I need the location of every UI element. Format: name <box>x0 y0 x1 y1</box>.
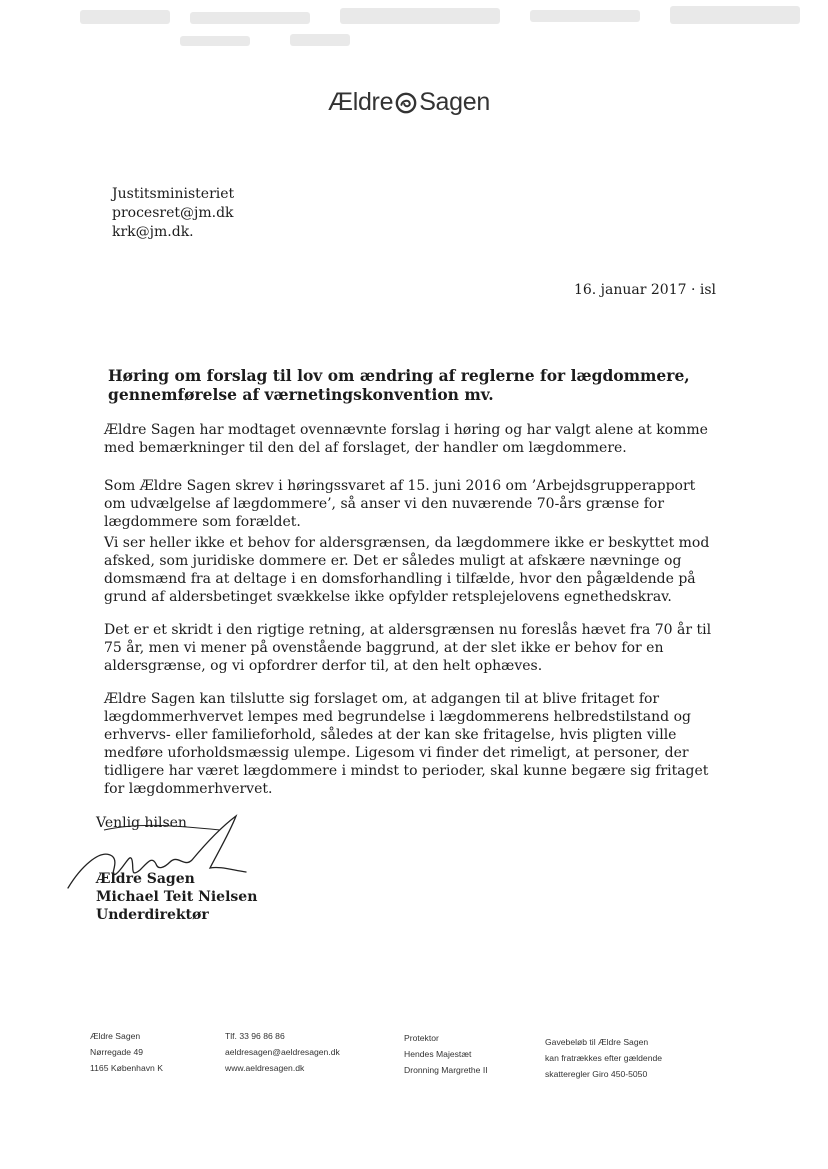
sender-name: Michael Teit Nielsen <box>96 889 258 905</box>
logo-name-right: Sagen <box>419 88 490 116</box>
closing-greeting: Venlig hilsen <box>96 815 187 831</box>
recipient-address <box>112 185 234 242</box>
sender-title: Underdirektør <box>96 907 209 923</box>
footer-donation <box>545 1034 662 1082</box>
body-paragraph: Ældre Sagen har modtaget ovennævnte forslag i høring og har valgt alene at komme med bemærkninger til den del af forslaget, der handler om lægdommere. <box>104 422 708 456</box>
letter-date: 16. januar 2017 · isl <box>573 282 716 298</box>
footer-line: aeldresagen@aeldresagen.dk <box>225 1047 340 1057</box>
organization-logo <box>328 88 490 117</box>
body-paragraph: Vi ser heller ikke et behov for aldersgrænsen, da lægdommere ikke er beskyttet mod afsked, som juridiske dommere er. Det er således muligt at afskære nævninge og domsmænd fra at deltage i en domsforhandling i tilfælde, hvor den pågældende på grund af aldersbetinget svækkelse ikke opfylder retsplejelovens egnethedskrav. <box>104 535 710 605</box>
body-paragraph: Som Ældre Sagen skrev i høringssvaret af 15. juni 2016 om ’Arbejdsgrupperapport om udvælgelse af lægdommere’, så anser vi den nuværende 70-års grænse for lægdommere som forældet. <box>104 478 696 530</box>
recipient-line: Justitsministeriet <box>112 186 235 202</box>
footer-line: Ældre Sagen <box>90 1031 141 1041</box>
recipient-email: krk@jm.dk. <box>112 224 194 240</box>
footer-address <box>90 1028 163 1076</box>
footer-protector <box>404 1030 488 1078</box>
footer-line: Gavebeløb til Ældre Sagen <box>545 1037 649 1047</box>
footer-line: Protektor <box>404 1033 439 1043</box>
body-paragraph: Det er et skridt i den rigtige retning, at aldersgrænsen nu foreslås hævet fra 70 år til 75 år, men vi mener på ovenstående baggrund, at der slet ikke er behov for en aldersgrænse, og vi opfordrer derfor til, at den helt ophæves. <box>104 622 712 674</box>
footer-line: skatteregler Giro 450-5050 <box>545 1069 648 1079</box>
aeldre-sagen-swirl-icon <box>395 92 417 114</box>
footer-line: Dronning Margrethe II <box>404 1065 488 1075</box>
footer-line: kan fratrækkes efter gældende <box>545 1053 663 1063</box>
letter-subject: Høring om forslag til lov om ændring af reglerne for lægdommere, gennemførelse af værnetingskonvention mv. <box>108 366 690 404</box>
scan-smudge <box>60 0 820 60</box>
letter-closing <box>96 814 257 924</box>
logo-name-left: Ældre <box>328 88 394 116</box>
recipient-email: procesret@jm.dk <box>112 205 234 221</box>
footer-line: Hendes Majestæt <box>404 1049 472 1059</box>
footer-line: www.aeldresagen.dk <box>225 1063 305 1073</box>
footer-line: Nørregade 49 <box>90 1047 144 1057</box>
footer-line: 1165 København K <box>90 1063 163 1073</box>
sender-organization: Ældre Sagen <box>96 871 195 887</box>
footer-contact <box>225 1028 340 1076</box>
body-paragraph: Ældre Sagen kan tilslutte sig forslaget om, at adgangen til at blive fritaget for lægdommerhvervet lempes med begrundelse i lægdommerens helbredstilstand og erhvervs- eller familieforhold, således at der kan ske fritagelse, hvis pligten ville medføre uforholdsmæssig ulempe. Ligesom vi finder det rimeligt, at personer, der tidligere har været lægdommere i mindst to perioder, skal kunne begære sig fritaget for lægdommerhvervet. <box>104 691 709 797</box>
footer-line: Tlf. 33 96 86 86 <box>225 1031 285 1041</box>
